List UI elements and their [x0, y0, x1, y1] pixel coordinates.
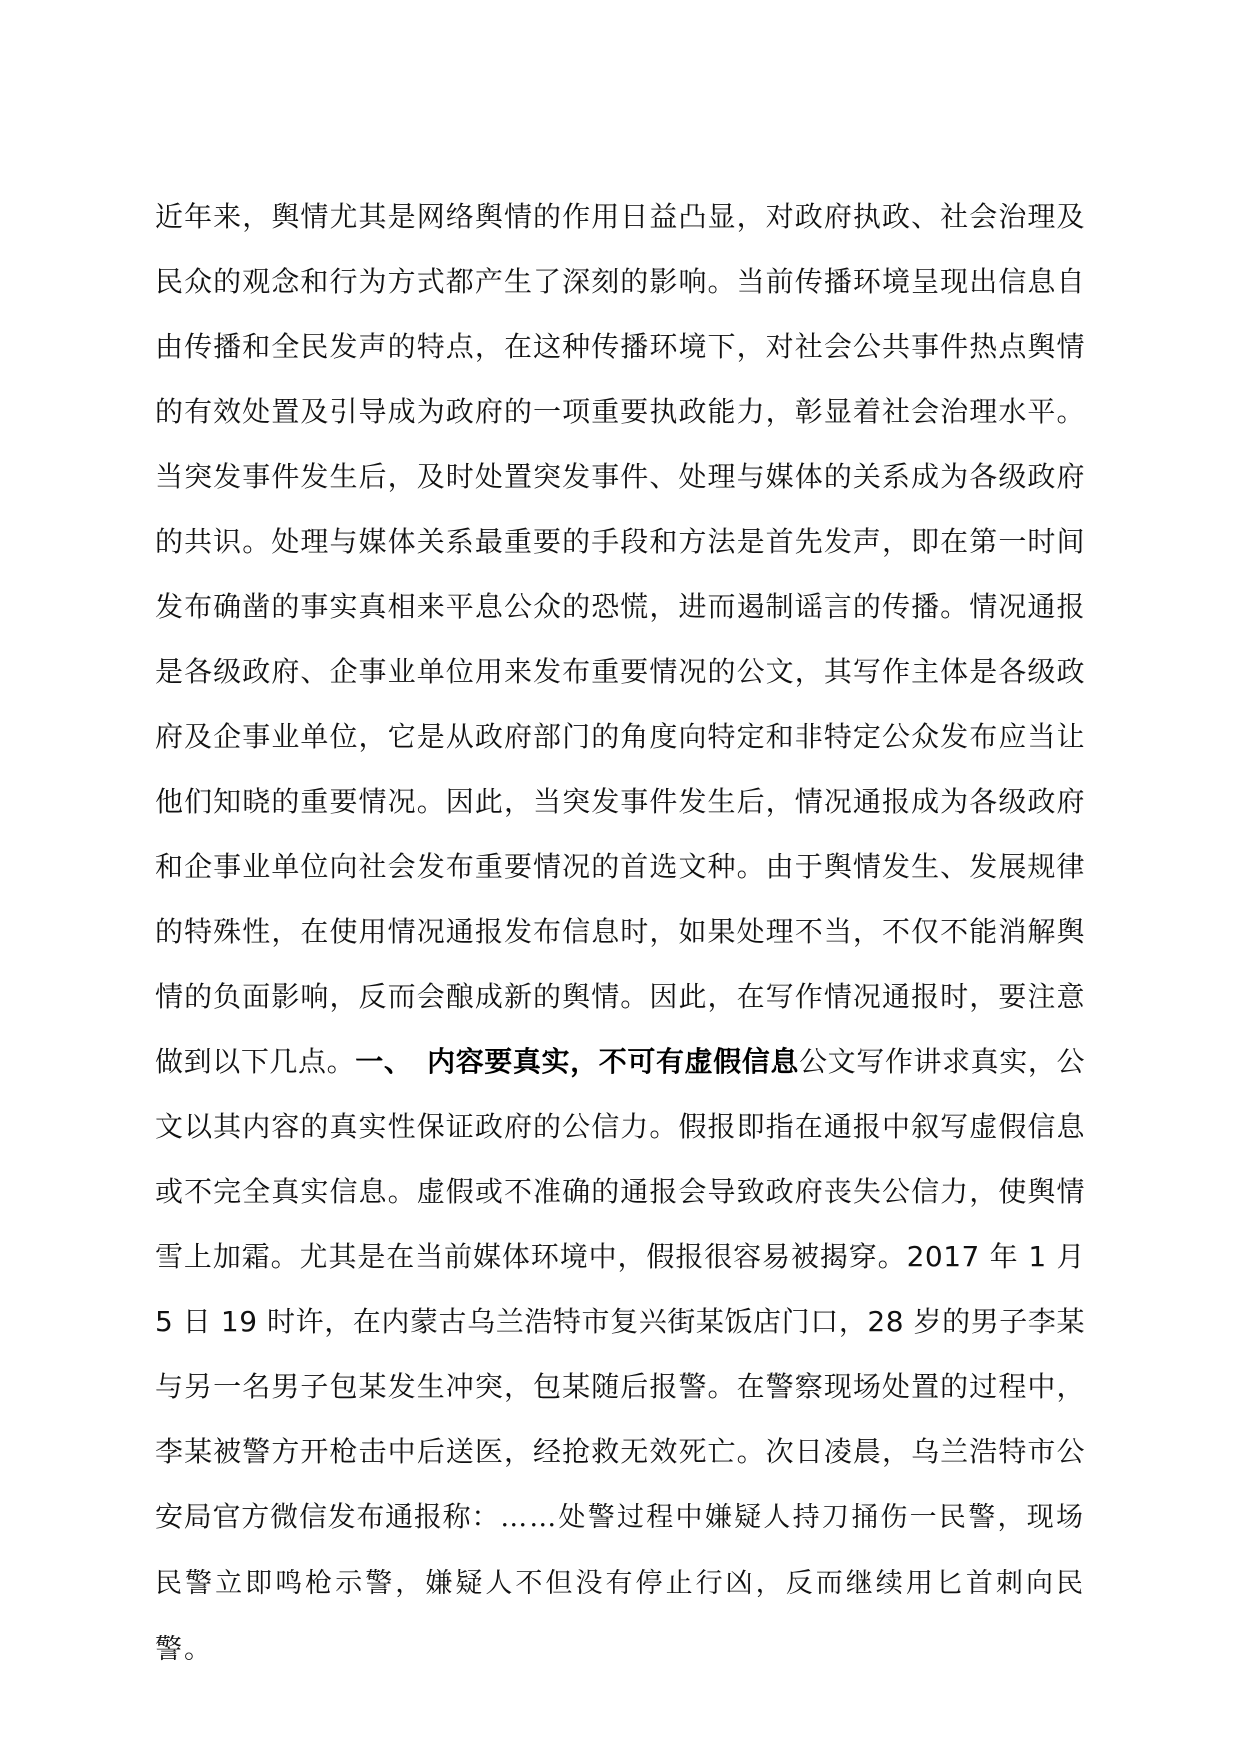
- quoted-notice: ……处警过程中嫌疑人持刀捅伤一民警，现场民警立即鸣枪示警，嫌疑人不但没有停止行凶，反而继续用匕首刺向民警。: [155, 1502, 1085, 1665]
- document-page: [155, 184, 1085, 1682]
- section-heading: 一、 内容要真实，不可有虚假信息: [355, 1045, 799, 1078]
- paragraph-section-one: 公文写作讲求真实，公文以其内容的真实性保证政府的公信力。假报即指在通报中叙写虚假信息或不完全真实信息。虚假或不准确的通报会导致政府丧失公信力，使舆情雪上加霜。尤其是在当前媒体环境中，假报很容易被揭穿。2017 年 1 月 5 日 19 时许，在内蒙古乌兰浩特市复兴街某饭店门口，28 岁的男子李某与另一名男子包某发生冲突，包某随后报警。在警察现场处置的过程中，李某被警方开枪击中后送医，经抢救无效死亡。次日凌晨，乌兰浩特市公安局官方微信发布通报称：: [155, 1045, 1085, 1533]
- paragraph-intro: 近年来，舆情尤其是网络舆情的作用日益凸显，对政府执政、社会治理及民众的观念和行为方式都产生了深刻的影响。当前传播环境呈现出信息自由传播和全民发声的特点，在这种传播环境下，对社会公共事件热点舆情的有效处置及引导成为政府的一项重要执政能力，彰显着社会治理水平。当突发事件发生后，及时处置突发事件、处理与媒体的关系成为各级政府的共识。处理与媒体关系最重要的手段和方法是首先发声，即在第一时间发布确凿的事实真相来平息公众的恐慌，进而遏制谣言的传播。情况通报是各级政府、企事业单位用来发布重要情况的公文，其写作主体是各级政府及企事业单位，它是从政府部门的角度向特定和非特定公众发布应当让他们知晓的重要情况。因此，当突发事件发生后，情况通报成为各级政府和企事业单位向社会发布重要情况的首选文种。由于舆情发生、发展规律的特殊性，在使用情况通报发布信息时，如果处理不当，不仅不能消解舆情的负面影响，反而会酿成新的舆情。因此，在写作情况通报时，要注意做到以下几点。: [155, 200, 1085, 1078]
- body-paragraph: [155, 184, 1085, 1682]
